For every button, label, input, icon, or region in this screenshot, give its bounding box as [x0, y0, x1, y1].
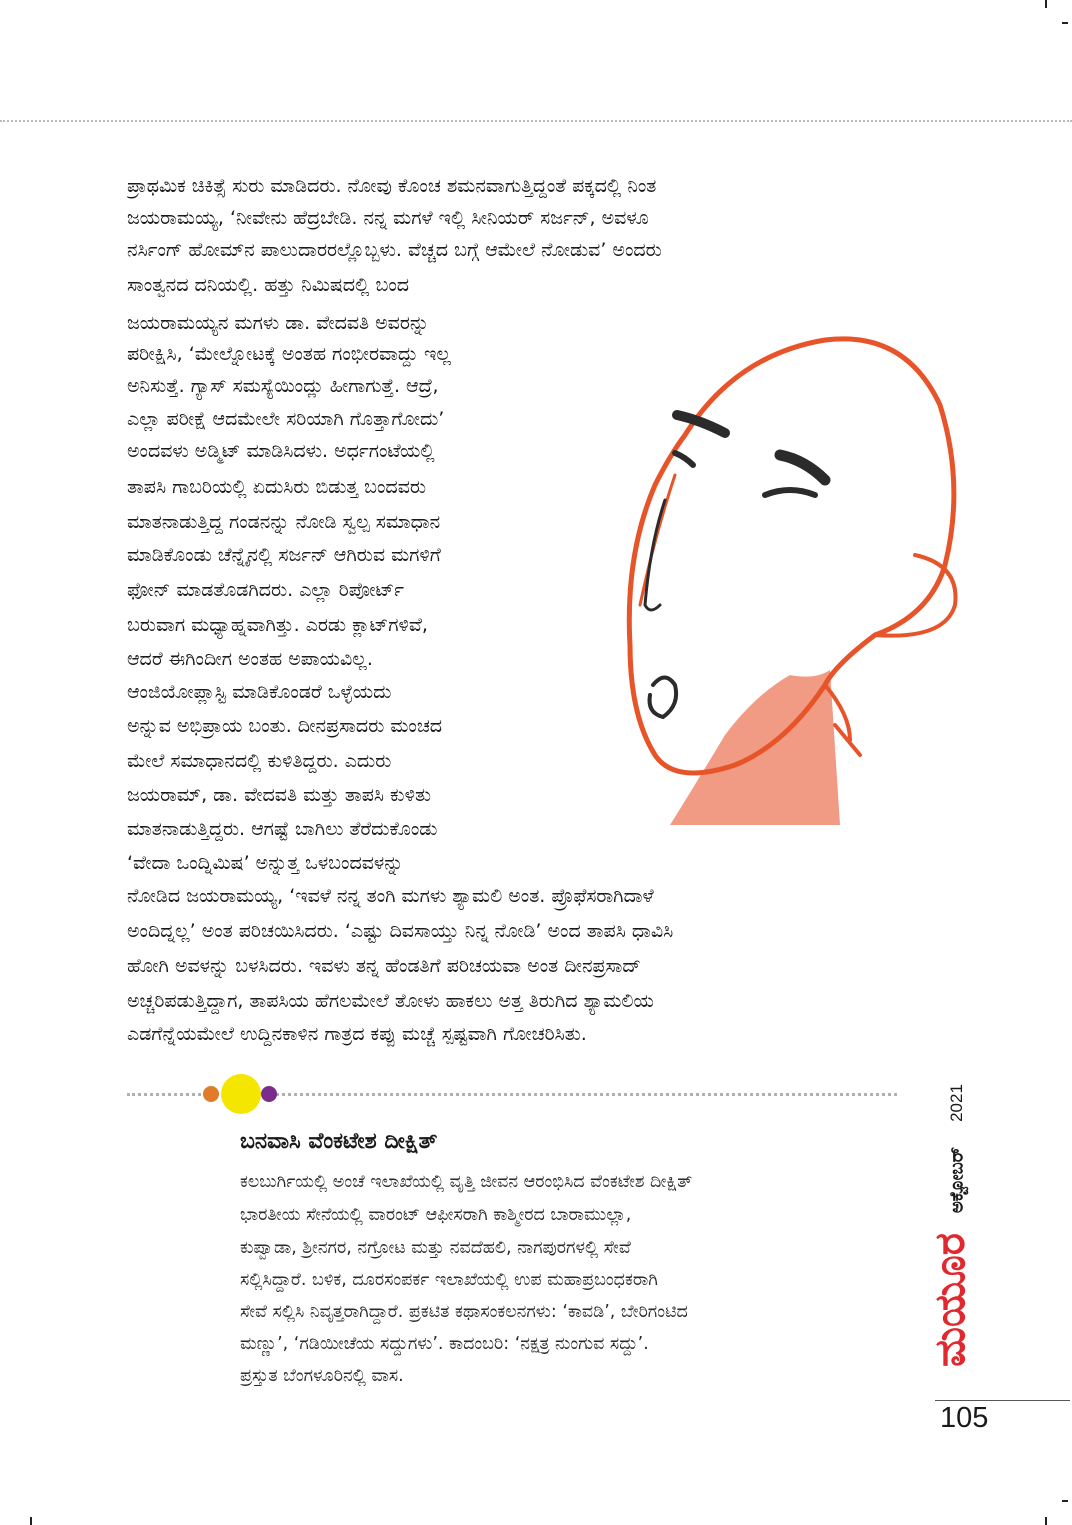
- story-line: ಮಾತನಾಡುತ್ತಿದ್ದ ಗಂಡನನ್ನು ನೋಡಿ ಸ್ವಲ್ಪ ಸಮಾಧಾನ: [127, 511, 441, 533]
- mouth: [650, 678, 677, 718]
- story-line: ಅಚ್ಚರಿಪಡುತ್ತಿದ್ದಾಗ, ತಾಪಸಿಯ ಹೆಗಲಮೇಲೆ ತೋಳು ಹಾಕಲು ಅತ್ತ ತಿರುಗಿದ ಶ್ಯಾಮಲಿಯ: [127, 990, 654, 1012]
- story-line: ಅಂದವಳು ಅಡ್ಮಿಟ್ ಮಾಡಿಸಿದಳು. ಅರ್ಧಗಂಟೆಯಲ್ಲಿ: [127, 440, 435, 462]
- bio-line: ಮಣ್ಣು’, ‘ಗಡಿಯೀಚೆಯ ಸದ್ದುಗಳು’. ಕಾದಂಬರಿ: ‘ನಕ್ಷತ್ರ ನುಂಗುವ ಸದ್ದು’.: [240, 1334, 649, 1354]
- neck-shading: [670, 670, 840, 825]
- story-line: ಮೇಲೆ ಸಮಾಧಾನದಲ್ಲಿ ಕುಳಿತಿದ್ದರು. ಎದುರು: [127, 750, 392, 772]
- crop-mark: [1062, 22, 1068, 24]
- purple-dot-icon: [261, 1086, 277, 1102]
- story-line: ಆದರೆ ಈಗಿಂದೀಗ ಅಂತಹ ಅಪಾಯವಿಲ್ಲ.: [127, 648, 373, 670]
- story-line: ನೋಡಿದ ಜಯರಾಮಯ್ಯ, ‘ಇವಳೆ ನನ್ನ ತಂಗಿ ಮಗಳು ಶ್ಯಾಮಲಿ ಅಂತ. ಪ್ರೊಫೆಸರಾಗಿದಾಳೆ: [127, 885, 654, 907]
- story-line: ಜಯರಾಮ್, ಡಾ. ವೇದವತಿ ಮತ್ತು ತಾಪಸಿ ಕುಳಿತು: [127, 784, 432, 806]
- story-line: ಎಡಗೆನ್ನೆಯಮೇಲೆ ಉದ್ದಿನಕಾಳಿನ ಗಾತ್ರದ ಕಪ್ಪು ಮಚ್ಚೆ ಸ್ಪಷ್ಟವಾಗಿ ಗೋಚರಿಸಿತು.: [127, 1023, 587, 1045]
- story-line: ತಾಪಸಿ ಗಾಬರಿಯಲ್ಲಿ ಏದುಸಿರು ಬಿಡುತ್ತ ಬಂದವರು: [127, 476, 426, 498]
- author-name: ಬನವಾಸಿ ವೆಂಕಟೇಶ ದೀಕ್ಷಿತ್: [240, 1129, 438, 1154]
- face-sketch-illustration: [585, 285, 970, 830]
- face-sketch-icon: [585, 285, 970, 830]
- story-line: ಅನಿಸುತ್ತೆ. ಗ್ಯಾಸ್ ಸಮಸ್ಯೆಯಿಂದ್ಲು ಹೀಗಾಗುತ್ತೆ. ಆದ್ರೆ,: [127, 375, 439, 397]
- bio-line: ಪ್ರಸ್ತುತ ಬೆಂಗಳೂರಿನಲ್ಲಿ ವಾಸ.: [240, 1366, 404, 1386]
- magazine-logo: ಮಯೂರ: [925, 1233, 974, 1367]
- orange-dot-icon: [203, 1086, 219, 1102]
- story-line: ಫೋನ್ ಮಾಡತೊಡಗಿದರು. ಎಲ್ಲಾ ರಿಪೋರ್ಟ್: [127, 579, 404, 601]
- story-line: ಆಂಜಿಯೋಪ್ಲಾಸ್ಟಿ ಮಾಡಿಕೊಂಡರೆ ಒಳ್ಳೆಯದು: [127, 681, 392, 703]
- top-dotted-rule: [0, 120, 1072, 122]
- right-eye: [765, 490, 815, 495]
- story-line: ಅನ್ನುವ ಅಭಿಪ್ರಾಯ ಬಂತು. ದೀನಪ್ರಸಾದರು ಮಂಚದ: [127, 715, 443, 737]
- left-eyebrow: [677, 415, 725, 433]
- story-line: ಎಲ್ಲಾ ಪರೀಕ್ಷೆ ಆದಮೇಲೇ ಸರಿಯಾಗಿ ಗೊತ್ತಾಗೋದು’: [127, 408, 445, 430]
- left-eye: [675, 453, 693, 465]
- story-line: ಮಾತನಾಡುತ್ತಿದ್ದರು. ಆಗಷ್ಟೆ ಬಾಗಿಲು ತೆರೆದುಕೊಂಡು: [127, 818, 438, 840]
- issue-year: 2021: [947, 1084, 966, 1122]
- crop-mark: [1045, 1517, 1047, 1525]
- story-line: ನರ್ಸಿಂಗ್ ಹೋಮ್‌ನ ಪಾಲುದಾರರಲ್ಲೊಬ್ಬಳು. ವೆಚ್ಚದ ಬಗ್ಗೆ ಆಮೇಲೆ ನೋಡುವ’ ಅಂದರು: [127, 239, 662, 261]
- story-line: ಪರೀಕ್ಷಿಸಿ, ‘ಮೇಲ್ನೋಟಕ್ಕೆ ಅಂತಹ ಗಂಭೀರವಾದ್ದು ಇಲ್ಲ: [127, 343, 451, 365]
- story-line: ಜಯರಾಮಯ್ಯ, ‘ನೀವೇನು ಹೆದ್ರಬೇಡಿ. ನನ್ನ ಮಗಳೆ ಇಲ್ಲಿ ಸೀನಿಯರ್ ಸರ್ಜನ್, ಅವಳೂ: [127, 207, 649, 229]
- bio-line: ಕಲಬುರ್ಗಿಯಲ್ಲಿ ಅಂಚೆ ಇಲಾಖೆಯಲ್ಲಿ ವೃತ್ತಿ ಜೀವನ ಆರಂಭಿಸಿದ ವೆಂಕಟೇಶ ದೀಕ್ಷಿತ್: [240, 1172, 693, 1192]
- nose-line: [640, 475, 675, 605]
- page-number: 105: [940, 1402, 989, 1434]
- bio-line: ಕುಪ್ವಾಡಾ, ಶ್ರೀನಗರ, ನಗ್ರೋಟ ಮತ್ತು ನವದೆಹಲಿ, ನಾಗಪುರಗಳಲ್ಲಿ ಸೇವೆ: [240, 1238, 631, 1258]
- story-line: ಪ್ರಾಥಮಿಕ ಚಿಕಿತ್ಸೆ ಸುರು ಮಾಡಿದರು. ನೋವು ಕೊಂಚ ಶಮನವಾಗುತ್ತಿದ್ದಂತೆ ಪಕ್ಕದಲ್ಲಿ ನಿಂತ: [127, 175, 657, 197]
- ear-outline: [875, 555, 956, 636]
- story-line: ಜಯರಾಮಯ್ಯನ ಮಗಳು ಡಾ. ವೇದವತಿ ಅವರನ್ನು: [127, 312, 430, 334]
- story-line: ‘ವೇದಾ ಒಂದ್ನಿಮಿಷ’ ಅನ್ನುತ್ತ ಒಳಬಂದವಳನ್ನು: [127, 852, 404, 874]
- story-line: ಸಾಂತ್ವನದ ದನಿಯಲ್ಲಿ. ಹತ್ತು ನಿಮಿಷದಲ್ಲಿ ಬಂದ: [127, 274, 410, 296]
- story-line: ಬರುವಾಗ ಮಧ್ಯಾಹ್ನವಾಗಿತ್ತು. ಎರಡು ಕ್ಲಾಟ್‌ಗಳಿವೆ,: [127, 614, 428, 636]
- story-line: ಮಾಡಿಕೊಂಡು ಚೆನ್ನೈನಲ್ಲಿ ಸರ್ಜನ್ ಆಗಿರುವ ಮಗಳಿಗೆ: [127, 544, 441, 566]
- crop-mark: [1045, 0, 1047, 8]
- yellow-dot-icon: [221, 1074, 261, 1114]
- bio-line: ಭಾರತೀಯ ಸೇನೆಯಲ್ಲಿ ವಾರಂಟ್ ಆಫೀಸರಾಗಿ ಕಾಶ್ಮೀರದ ಬಾರಾಮುಲ್ಲಾ,: [240, 1205, 632, 1225]
- right-eyebrow: [780, 455, 825, 480]
- bio-line: ಸೇವೆ ಸಲ್ಲಿಸಿ ನಿವೃತ್ತರಾಗಿದ್ದಾರೆ. ಪ್ರಕಟಿತ ಕಥಾಸಂಕಲನಗಳು: ‘ಕಾವಡಿ’, ಬೇರಿಗಂಟಿದ: [240, 1302, 688, 1322]
- story-line: ಅಂದಿದ್ನಲ್ಲ’ ಅಂತ ಪರಿಚಯಿಸಿದರು. ‘ಎಷ್ಟು ದಿವಸಾಯ್ತು ನಿನ್ನ ನೋಡಿ’ ಅಂದ ತಾಪಸಿ ಧಾವಿಸಿ: [127, 920, 674, 942]
- bio-line: ಸಲ್ಲಿಸಿದ್ದಾರೆ. ಬಳಿಕ, ದೂರಸಂಪರ್ಕ ಇಲಾಖೆಯಲ್ಲಿ ಉಪ ಮಹಾಪ್ರಬಂಧಕರಾಗಿ: [240, 1270, 658, 1290]
- crop-mark: [30, 1517, 32, 1525]
- story-line: ಹೋಗಿ ಅವಳನ್ನು ಬಳಸಿದರು. ಇವಳು ತನ್ನ ಹೆಂಡತಿಗೆ ಪರಿಚಯವಾ ಅಂತ ದೀನಪ್ರಸಾದ್: [127, 955, 641, 977]
- issue-month: ಅಕ್ಟೋಬರ್: [946, 1146, 968, 1214]
- crop-mark: [1062, 1500, 1068, 1502]
